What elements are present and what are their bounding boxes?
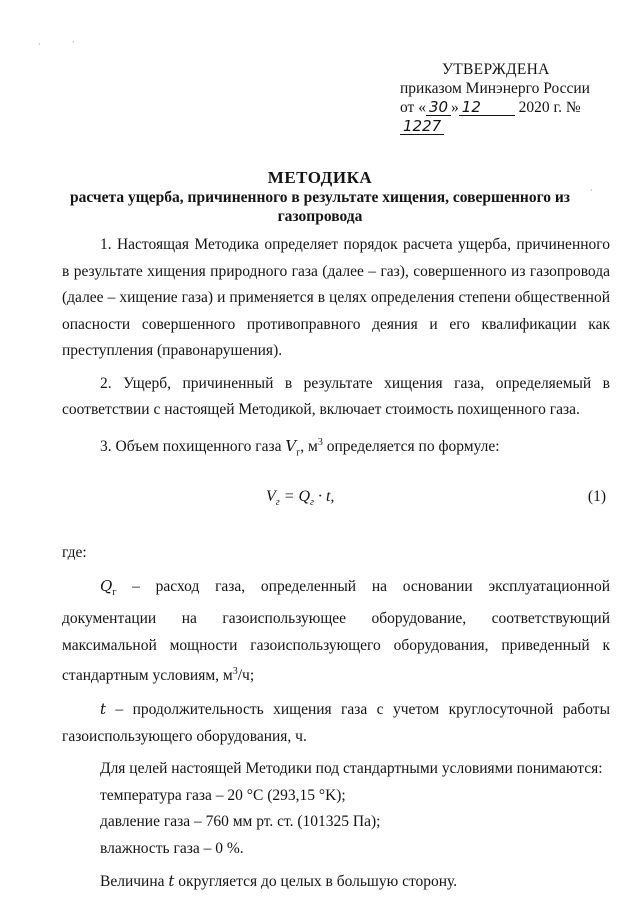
scan-speck: ·: [38, 40, 41, 49]
where-label: где:: [62, 544, 87, 562]
rounding-rule: Величина t округляется до целых в большую сторону.: [100, 872, 458, 890]
standard-conditions-intro: Для целей настоящей Методики под стандартными условиями понимаются:: [100, 760, 603, 777]
document-subtitle: расчета ущерба, причиненного в результате хищения, совершенного из газопровода: [69, 189, 571, 225]
scan-speck: ·: [590, 186, 593, 195]
standard-humidity: влажность газа – 0 %.: [100, 839, 244, 857]
formula-number: (1): [587, 488, 606, 506]
handwritten-month: 12: [459, 100, 515, 116]
variable-v: V: [285, 436, 297, 455]
definition-q: $Q_г$ – расход газа, определенный на основании эксплуатационной документации на газоиспользующее оборудование, соответствующий максимальной мощности газоиспользующего оборудования, приведенный к стандартным условиям, $м^3/ч$;: [62, 576, 610, 685]
paragraph-1: 1. Настоящая Методика определяет порядок расчета ущерба, причиненного в результате хищения природного газа (далее – газ), совершенного из газопровода (далее – хищение газа) и применяется в целях определения степени общественной опасности совершенного противоправного деяния и его квалификации как преступления (правонарушения).: [62, 236, 610, 359]
handwritten-order-number: 1227: [400, 119, 444, 135]
variable-t-rounding: t: [168, 872, 175, 890]
standard-pressure: давление газа – 760 мм рт. ст. (101325 Па);: [100, 813, 381, 830]
document-heading: [40, 168, 600, 226]
scan-speck: ·: [72, 38, 75, 47]
document-title: МЕТОДИКА: [267, 168, 373, 187]
document-body: [62, 232, 610, 896]
paragraph-2: 2. Ущерб, причиненный в результате хищения газа, определяемый в соответствии с настоящей Методикой, включает стоимость похищенного газа.: [62, 374, 610, 418]
standard-temperature: температура газа – 20 °С (293,15 °K);: [100, 786, 346, 804]
variable-q: Q: [100, 576, 113, 595]
variable-t: t: [100, 700, 107, 718]
date-prefix: от «: [400, 99, 426, 116]
date-year-number-label: 2020 г. №: [518, 99, 581, 116]
approval-stamp: [400, 60, 620, 136]
date-quote: »: [451, 99, 459, 116]
definition-t: t – продолжительность хищения газа с учетом круглосуточной работы газоиспользующего оборудования, ч.: [62, 700, 610, 745]
approval-date-line: [400, 98, 620, 136]
approval-title: УТВЕРЖДЕНА: [442, 61, 550, 78]
handwritten-day: 30: [426, 100, 451, 116]
paragraph-3: 3. Объем похищенного газа $V_г$, $м^3$ определяется по формуле:: [100, 436, 500, 458]
formula-1: [62, 466, 610, 528]
approval-order-line: приказом Минэнерго России: [400, 80, 590, 97]
formula-expression: $V_г = Q_г \cdot t$,: [266, 488, 335, 509]
